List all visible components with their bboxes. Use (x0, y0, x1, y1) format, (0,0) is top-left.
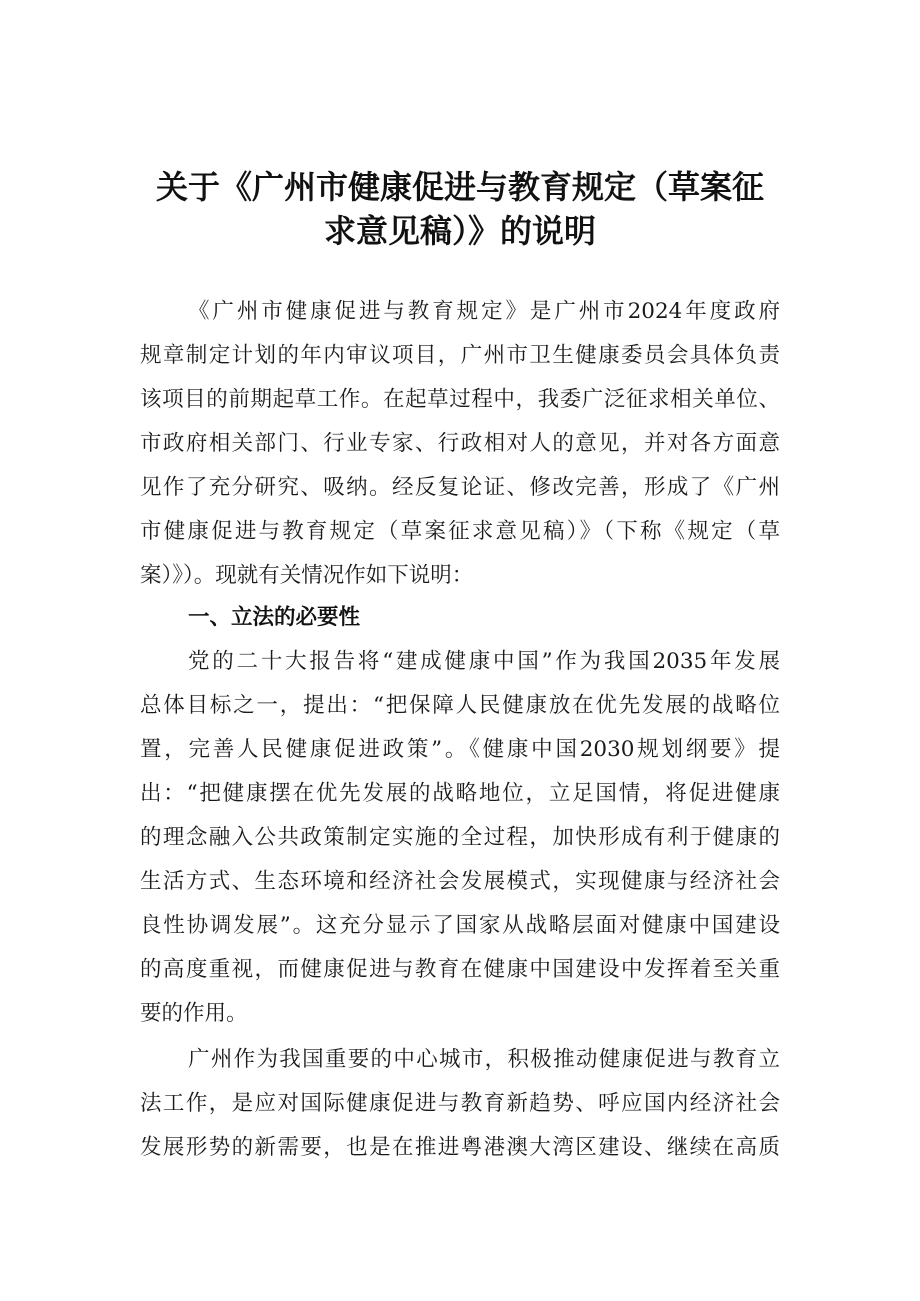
paragraph-line: 要的作用。 (140, 1001, 248, 1026)
paragraph-line: 市健康促进与教育规定（草案征求意见稿）》（下称《规定（草 (140, 519, 780, 544)
paragraph-line: 总体目标之一，提出：“把保障人民健康放在优先发展的战略位 (140, 693, 780, 718)
paragraph-line: 市政府相关部门、行业专家、行政相对人的意见，并对各方面意 (140, 431, 780, 456)
paragraph-line: 置，完善人民健康促进政策”。《健康中国2030规划纲要》提 (140, 737, 780, 762)
section-heading: 一、立法的必要性 (188, 605, 361, 630)
paragraph-line: 《广州市健康促进与教育规定》是广州市2024年度政府 (188, 299, 780, 324)
paragraph-line: 见作了充分研究、吸纳。经反复论证、修改完善，形成了《广州 (140, 475, 780, 500)
paragraph-line: 规章制定计划的年内审议项目，广州市卫生健康委员会具体负责 (140, 343, 780, 368)
paragraph-line: 该项目的前期起草工作。在起草过程中，我委广泛征求相关单位、 (140, 387, 780, 412)
paragraph-line: 法工作，是应对国际健康促进与教育新趋势、呼应国内经济社会 (140, 1091, 780, 1116)
paragraph-line: 发展形势的新需要，也是在推进粤港澳大湾区建设、继续在高质 (140, 1135, 780, 1160)
document-title-line-1: 关于《广州市健康促进与教育规定（草案征 (155, 168, 764, 206)
paragraph-line: 生活方式、生态环境和经济社会发展模式，实现健康与经济社会 (140, 869, 780, 894)
paragraph-line: 良性协调发展”。这充分显示了国家从战略层面对健康中国建设 (140, 913, 780, 938)
paragraph-line: 案）》）。现就有关情况作如下说明： (140, 563, 474, 588)
paragraph-line: 党的二十大报告将“建成健康中国”作为我国2035年发展 (188, 649, 780, 674)
document-title-line-2: 求意见稿）》的说明 (323, 212, 596, 250)
paragraph-line: 的理念融入公共政策制定实施的全过程，加快形成有利于健康的 (140, 825, 780, 850)
paragraph-line: 出：“把健康摆在优先发展的战略地位，立足国情，将促进健康 (140, 781, 780, 806)
paragraph-line: 的高度重视，而健康促进与教育在健康中国建设中发挥着至关重 (140, 957, 780, 982)
paragraph-line: 广州作为我国重要的中心城市，积极推动健康促进与教育立 (188, 1047, 780, 1072)
